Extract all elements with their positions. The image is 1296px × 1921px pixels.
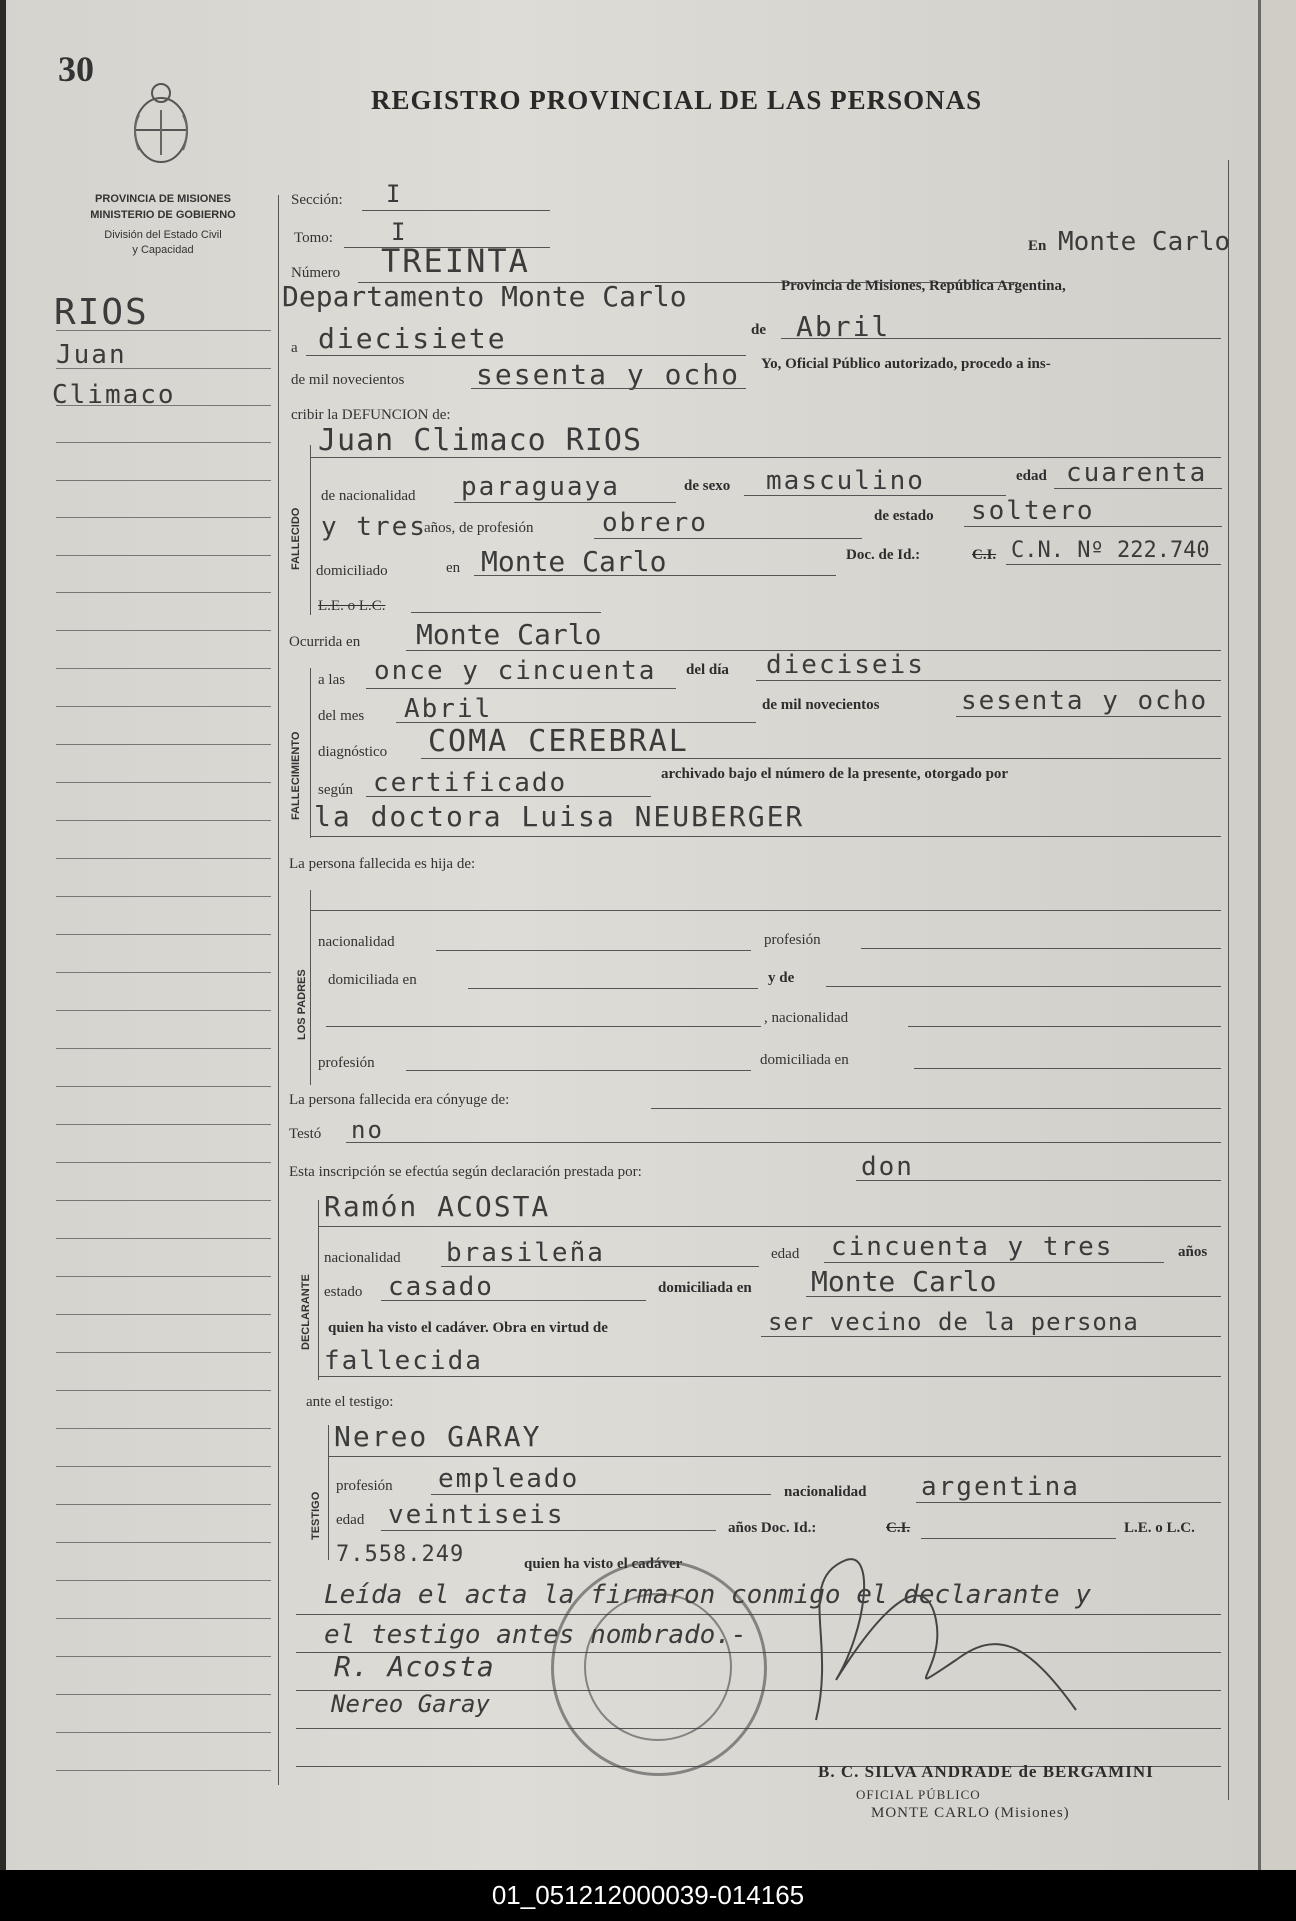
margin-surname: RIOS bbox=[54, 292, 149, 333]
page-number: 30 bbox=[58, 49, 94, 89]
testigo-nacionalidad-line bbox=[916, 1502, 1221, 1503]
domiciliado-suffix: o bbox=[380, 563, 388, 579]
testigo-nombre: Nereo GARAY bbox=[334, 1420, 542, 1453]
padres-profesion-line bbox=[861, 948, 1221, 949]
declarante-edad-value: cincuenta y tres bbox=[831, 1232, 1114, 1262]
testigo-edad-label: edad bbox=[336, 1512, 365, 1528]
declarante-estado-label: estado bbox=[324, 1284, 363, 1300]
margin-divider bbox=[278, 195, 279, 1785]
testigo-profesion-value: empleado bbox=[438, 1464, 580, 1494]
declaracion-value: don bbox=[861, 1152, 914, 1182]
declarante-nombre: Ramón ACOSTA bbox=[324, 1190, 551, 1223]
seccion-label: Sección: bbox=[291, 192, 343, 208]
declarante-side-label: DECLARANTE bbox=[300, 1274, 312, 1350]
numero-value: TREINTA bbox=[381, 242, 530, 280]
oficial-nombre: B. C. SILVA ANDRADE de BERGAMINI bbox=[818, 1762, 1154, 1781]
del-dia-label: del día bbox=[686, 662, 729, 678]
domicilio-value: Monte Carlo bbox=[481, 545, 667, 578]
fallecimiento-side-label: FALLECIMIENTO bbox=[290, 731, 302, 820]
padres-bracket bbox=[310, 890, 311, 1085]
doc-line bbox=[1006, 564, 1221, 565]
page-title: REGISTRO PROVINCIAL DE LAS PERSONAS bbox=[371, 85, 983, 115]
cierre-line-1: Leída el acta la firmaron conmigo el declarante y bbox=[324, 1580, 1092, 1610]
estado-value: soltero bbox=[971, 496, 1095, 526]
numero-label: Número bbox=[291, 265, 341, 281]
doc-value: C.N. Nº 222.740 bbox=[1011, 538, 1210, 563]
domiciliado-text: domiciliad bbox=[316, 563, 381, 579]
diagnostico-value: COMA CEREBRAL bbox=[428, 724, 689, 759]
padres-domiciliada2-label: domiciliada en bbox=[760, 1052, 849, 1068]
declarante-nacionalidad-label: nacionalidad bbox=[324, 1250, 401, 1266]
edad-label: edad bbox=[1016, 468, 1047, 484]
medico-line bbox=[311, 836, 1221, 837]
ocurrida-label: Ocurrida en bbox=[289, 634, 361, 650]
sexo-line bbox=[744, 495, 1006, 496]
anio-value: sesenta y ocho bbox=[476, 358, 741, 391]
testigo-profesion-label: profesión bbox=[336, 1478, 393, 1494]
padres-side-label: LOS PADRES bbox=[296, 969, 308, 1040]
declarante-bracket bbox=[318, 1200, 319, 1380]
mes-fallecimiento-value: Abril bbox=[404, 694, 493, 724]
anio-fallecimiento-label: de mil novecientos bbox=[762, 697, 880, 713]
testigo-doc-line bbox=[921, 1538, 1116, 1539]
le-line bbox=[411, 612, 601, 613]
firma-declarante: R. Acosta bbox=[334, 1650, 495, 1683]
declarante-virtud-value: ser vecino de la persona bbox=[768, 1308, 1139, 1336]
padres-domiciliada-line bbox=[468, 988, 758, 989]
anios-profesion-label: años, de profesión bbox=[424, 520, 534, 536]
del-mes-label: del mes bbox=[318, 708, 365, 724]
diagnostico-label: diagnóstico bbox=[318, 744, 388, 760]
declarante-estado-line bbox=[381, 1300, 646, 1301]
en-label: En bbox=[1028, 238, 1047, 254]
padres-nacionalidad-label: nacionalidad bbox=[318, 934, 395, 950]
declarante-virtud-line bbox=[761, 1336, 1221, 1337]
registry-page bbox=[6, 0, 1258, 1870]
tomo-value: I bbox=[391, 218, 408, 246]
declarante-domicilio-line bbox=[806, 1296, 1221, 1297]
dia-fallecimiento-line bbox=[756, 680, 1221, 681]
en-value: Monte Carlo bbox=[1058, 227, 1231, 257]
division-label-2: y Capacidad bbox=[132, 244, 194, 256]
declarante-virtud-value-2: fallecida bbox=[324, 1346, 483, 1376]
hija-text: La persona fallecida es hija de: bbox=[289, 856, 476, 872]
coat-of-arms-icon bbox=[129, 75, 193, 175]
declarante-visto-text: quien ha visto el cadáver. Obra en virtud de bbox=[328, 1320, 608, 1336]
official-seal-icon bbox=[551, 1560, 767, 1776]
fallecido-bracket bbox=[310, 445, 311, 615]
testo-line bbox=[346, 1142, 1221, 1143]
declarante-estado-value: casado bbox=[388, 1272, 494, 1302]
padres-line-1 bbox=[311, 910, 1221, 911]
sexo-value: masculino bbox=[766, 466, 925, 496]
edad-value-1: cuarenta bbox=[1066, 458, 1208, 488]
segun-value: certificado bbox=[373, 768, 568, 798]
declarante-nacionalidad-line bbox=[441, 1266, 759, 1267]
sexo-label: de sexo bbox=[684, 478, 731, 494]
edad-value-2: y tres bbox=[321, 512, 427, 542]
padres-nacionalidad2-label: , nacionalidad bbox=[764, 1010, 849, 1026]
testigo-doc-ci-label: C.I. bbox=[886, 1520, 911, 1536]
image-id-footer: 01_051212000039-014165 bbox=[0, 1870, 1296, 1921]
padres-line-2 bbox=[326, 1026, 761, 1027]
padres-nacionalidad-line bbox=[436, 950, 751, 951]
margin-name-1: Juan bbox=[56, 340, 127, 370]
declarante-domicilio-value: Monte Carlo bbox=[811, 1265, 997, 1298]
domicilio-line bbox=[474, 575, 836, 576]
a-label: a bbox=[291, 340, 298, 356]
le-label: L.E. o L.C. bbox=[318, 598, 386, 614]
margin-name-2: Climaco bbox=[52, 380, 176, 410]
nacionalidad-line bbox=[454, 502, 676, 503]
hora-label: a las bbox=[318, 672, 346, 688]
hora-line bbox=[366, 688, 676, 689]
testigo-le-value: 7.558.249 bbox=[336, 1542, 465, 1567]
ante-testigo-text: ante el testigo: bbox=[306, 1394, 394, 1410]
province-label: PROVINCIA DE MISIONES bbox=[95, 193, 231, 205]
adjacent-page-edge bbox=[1258, 0, 1296, 1870]
archivado-text: archivado bajo el número de la presente, otorgado por bbox=[661, 766, 1009, 782]
fallecido-side-label: FALLECIDO bbox=[290, 507, 302, 570]
anio-fallecimiento-value: sesenta y ocho bbox=[961, 686, 1209, 716]
seccion-value: I bbox=[386, 180, 403, 208]
doc-ci-label: C.I. bbox=[972, 547, 997, 563]
inscribir-text: cribir la DEFUNCION de: bbox=[291, 407, 451, 423]
anio-fallecimiento-line bbox=[956, 716, 1221, 717]
padres-profesion-label: profesión bbox=[764, 932, 821, 948]
estado-line bbox=[964, 526, 1222, 527]
ocurrida-value: Monte Carlo bbox=[416, 618, 602, 651]
testigo-nacionalidad-label: nacionalidad bbox=[784, 1484, 867, 1500]
fallecido-nombre: Juan Climaco RIOS bbox=[318, 423, 643, 458]
padres-profesion2-label: profesión bbox=[318, 1055, 375, 1071]
conyuge-line bbox=[651, 1108, 1221, 1109]
testigo-bracket bbox=[328, 1425, 329, 1560]
doc-label: Doc. de Id.: bbox=[846, 547, 921, 563]
profesion-line bbox=[594, 538, 862, 539]
right-border bbox=[1228, 160, 1229, 1800]
departamento-value: Departamento Monte Carlo bbox=[282, 280, 687, 313]
anio-label: de mil novecientos bbox=[291, 372, 405, 388]
testigo-edad-value: veintiseis bbox=[388, 1500, 565, 1530]
padres-domiciliada-label: domiciliada en bbox=[328, 972, 417, 988]
segun-line bbox=[366, 796, 651, 797]
oficial-lugar: MONTE CARLO (Misiones) bbox=[871, 1805, 1070, 1821]
mes-value: Abril bbox=[796, 310, 891, 343]
dia-value: diecisiete bbox=[318, 322, 507, 355]
estado-label: de estado bbox=[874, 508, 934, 524]
de-label: de bbox=[751, 322, 766, 338]
padres-domiciliada2-line bbox=[914, 1068, 1221, 1069]
cierre-line-2: el testigo antes nombrado.- bbox=[324, 1620, 747, 1650]
declarante-domiciliada-label: domiciliada en bbox=[658, 1280, 752, 1296]
oficial-cargo: OFICIAL PÚBLICO bbox=[856, 1787, 981, 1802]
testigo-anios-doc-label: años Doc. Id.: bbox=[728, 1520, 817, 1536]
testigo-side-label: TESTIGO bbox=[310, 1491, 322, 1540]
conyuge-text: La persona fallecida era cónyuge de: bbox=[289, 1092, 510, 1108]
medico-value: la doctora Luisa NEUBERGER bbox=[314, 800, 805, 833]
testigo-edad-line bbox=[381, 1530, 716, 1531]
dia-line bbox=[306, 355, 746, 356]
seccion-line bbox=[362, 210, 550, 211]
testigo-visto-text: quien ha visto el cadáver bbox=[524, 1556, 683, 1572]
segun-label: según bbox=[318, 782, 353, 798]
declarante-virtud-line-2 bbox=[319, 1376, 1221, 1377]
padres-profesion2-line bbox=[406, 1070, 751, 1071]
domicilio-en-label: en bbox=[446, 560, 461, 576]
official-signature-icon bbox=[776, 1540, 1096, 1740]
testo-label: Testó bbox=[289, 1126, 322, 1142]
mes-fallecimiento-line bbox=[396, 722, 756, 723]
provincia-text: Provincia de Misiones, República Argentina, bbox=[781, 278, 1066, 294]
oficial-text: Yo, Oficial Público autorizado, procedo a ins- bbox=[761, 356, 1051, 372]
fallecimiento-bracket bbox=[310, 668, 311, 838]
declaracion-line bbox=[856, 1180, 1221, 1181]
dia-fallecimiento-value: dieciseis bbox=[766, 650, 925, 680]
declarante-edad-line bbox=[824, 1262, 1164, 1263]
division-label-1: División del Estado Civil bbox=[104, 229, 222, 241]
nacionalidad-value: paraguaya bbox=[461, 472, 620, 502]
firma-testigo: Nereo Garay bbox=[331, 1690, 490, 1718]
tomo-label: Tomo: bbox=[294, 230, 333, 246]
padres-nacionalidad2-line bbox=[908, 1026, 1221, 1027]
y-de-label: y de bbox=[768, 970, 795, 986]
profesion-value: obrero bbox=[602, 508, 708, 538]
anio-line bbox=[471, 388, 746, 389]
ministry-label: MINISTERIO DE GOBIERNO bbox=[90, 209, 236, 221]
declarante-nombre-line bbox=[319, 1226, 1221, 1227]
nacionalidad-label: de nacionalidad bbox=[321, 488, 416, 504]
diagnostico-line bbox=[421, 758, 1221, 759]
hora-value: once y cincuenta bbox=[374, 656, 657, 686]
declarante-edad-label: edad bbox=[771, 1246, 800, 1262]
testigo-le-label: L.E. o L.C. bbox=[1124, 1520, 1195, 1536]
domiciliado-label bbox=[316, 563, 388, 580]
declarante-anios-label: años bbox=[1178, 1244, 1208, 1260]
mes-line bbox=[781, 338, 1221, 339]
testigo-nacionalidad-value: argentina bbox=[921, 1472, 1080, 1502]
edad-line bbox=[1054, 488, 1222, 489]
testigo-nombre-line bbox=[329, 1456, 1221, 1457]
y-de-line bbox=[826, 986, 1221, 987]
testigo-profesion-line bbox=[431, 1494, 771, 1495]
declaracion-text: Esta inscripción se efectúa según declaración prestada por: bbox=[289, 1164, 642, 1180]
testo-value: no bbox=[351, 1116, 384, 1144]
declarante-nacionalidad-value: brasileña bbox=[446, 1238, 605, 1268]
